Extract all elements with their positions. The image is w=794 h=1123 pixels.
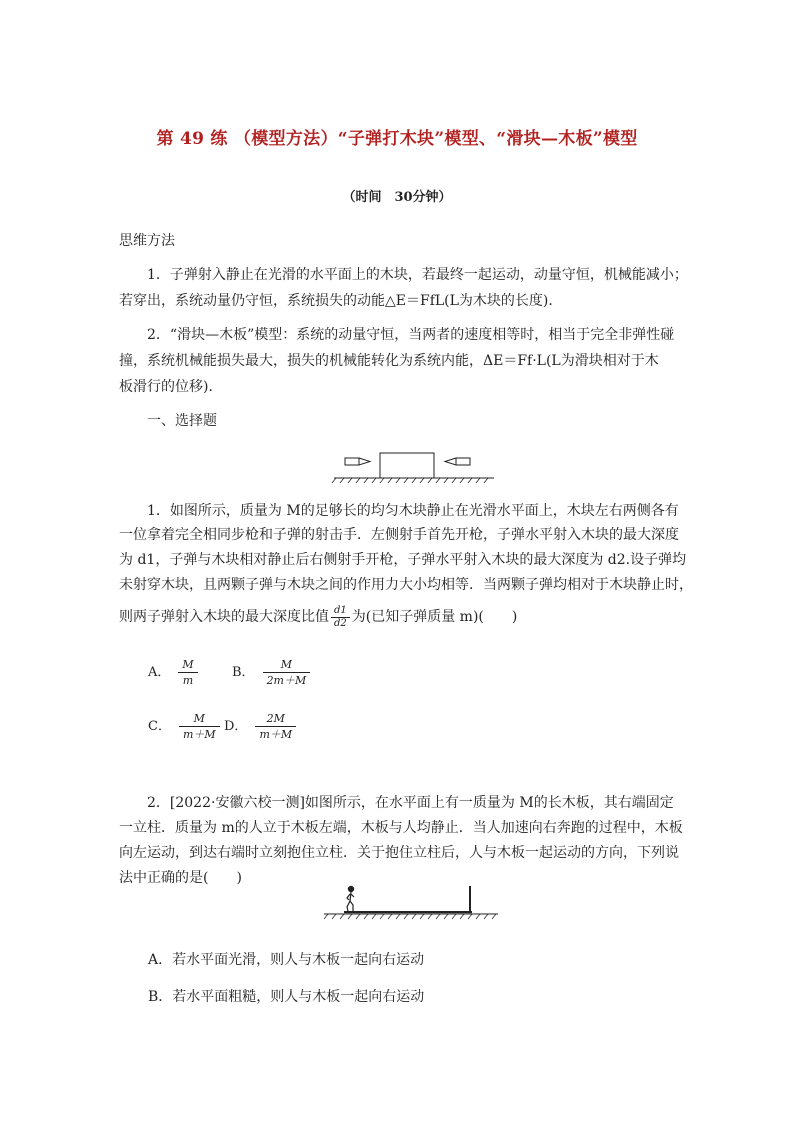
method-p1-line1: 1．子弹射入静止在光滑的水平面上的木块，若最终一起运动，动量守恒，机械能减小； bbox=[147, 267, 688, 283]
option-label: D． bbox=[224, 719, 248, 734]
q2-option-a[interactable]: A．若水平面光滑，则人与木板一起向右运动 bbox=[148, 952, 425, 968]
bullet-right bbox=[445, 458, 470, 465]
option-label: A． bbox=[148, 665, 171, 680]
option-denominator: m＋M bbox=[182, 728, 216, 741]
q1-line3: 为 d1，子弹与木块相对静止后右侧射手开枪，子弹水平射入木块的最大深度为 d2.设子弹均 bbox=[119, 552, 687, 568]
method-p1-line2: 若穿出，系统动量仍守恒，系统损失的动能△E＝FfL(L为木块的长度)． bbox=[119, 293, 563, 309]
bullet-left bbox=[345, 458, 370, 465]
q1-option-a[interactable] bbox=[148, 657, 198, 688]
q1-option-d[interactable] bbox=[224, 711, 296, 742]
q1-line5-pre: 则两子弹射入木块的最大深度比值 bbox=[119, 609, 329, 625]
method-p2-line2: 撞，系统机械能损失最大，损失的机械能转化为系统内能，ΔE＝Ff·L(L为滑块相对于木 bbox=[119, 353, 659, 369]
wooden-block bbox=[380, 453, 434, 478]
q2-line1: 2．[2022·安徽六校一测]如图所示，在水平面上有一质量为 M的长木板，其右端固定 bbox=[147, 795, 674, 811]
option-numerator: M bbox=[263, 657, 311, 673]
q1-line5-post: 为(已知子弹质量 m)( ) bbox=[351, 609, 518, 625]
page-title: 第 49 练 （模型方法）“子弹打木块”模型、“滑块—木板”模型 bbox=[156, 129, 638, 149]
q1-line4: 未射穿木块，且两颗子弹与木块之间的作用力大小均相等．当两颗子弹均相对于木块静止时， bbox=[119, 577, 693, 593]
method-p2-line1: 2．“滑块—木板”模型：系统的动量守恒，当两者的速度相等时，相当于完全非弹性碰 bbox=[147, 327, 675, 343]
q1-line5 bbox=[119, 604, 679, 630]
time-limit: （时间 30分钟） bbox=[342, 190, 452, 205]
option-denominator: 2m＋M bbox=[266, 674, 307, 687]
option-fraction bbox=[263, 657, 311, 688]
method-heading: 思维方法 bbox=[119, 233, 175, 249]
option-label: B． bbox=[232, 665, 255, 680]
q2-line3: 向左运动，到达右端时立刻抱住立柱．关于抱住立柱后，人与木板一起运动的方向，下列说 bbox=[119, 845, 679, 861]
option-denominator: m bbox=[182, 674, 194, 687]
option-fraction bbox=[178, 657, 197, 688]
ground-hatching bbox=[332, 478, 488, 483]
figure-plank-person bbox=[322, 880, 500, 920]
method-p2-line3: 板滑行的位移)． bbox=[119, 379, 223, 395]
option-numerator: M bbox=[179, 711, 220, 727]
person-icon bbox=[347, 886, 354, 911]
figure-block-bullets bbox=[334, 446, 494, 486]
q1-line1: 1．如图所示，质量为 M的足够长的均匀木块静止在光滑水平面上，木块左右两侧各有 bbox=[147, 503, 679, 519]
ground-hatching bbox=[324, 914, 496, 919]
depth-ratio-fraction bbox=[331, 605, 350, 630]
option-fraction bbox=[179, 711, 220, 742]
option-denominator: m＋M bbox=[259, 728, 293, 741]
section-heading: 一、选择题 bbox=[147, 413, 217, 429]
fraction-denominator: d2 bbox=[334, 617, 347, 629]
q2-line4: 法中正确的是( ) bbox=[119, 870, 242, 886]
wooden-plank bbox=[344, 911, 472, 913]
option-fraction bbox=[255, 711, 296, 742]
q1-option-b[interactable] bbox=[232, 657, 310, 688]
fraction-numerator: d1 bbox=[331, 605, 350, 618]
q2-option-b[interactable]: B．若水平面粗糙，则人与木板一起向右运动 bbox=[148, 989, 425, 1005]
option-numerator: 2M bbox=[255, 711, 296, 727]
q1-line2: 一位拿着完全相同步枪和子弹的射击手．左侧射手首先开枪，子弹水平射入木块的最大深度 bbox=[119, 527, 679, 543]
q2-line2: 一立柱．质量为 m的人立于木板左端，木板与人均静止．当人加速向右奔跑的过程中，木板 bbox=[119, 820, 683, 836]
option-label: C． bbox=[148, 719, 171, 734]
q1-option-c[interactable] bbox=[148, 711, 220, 742]
option-numerator: M bbox=[178, 657, 197, 673]
